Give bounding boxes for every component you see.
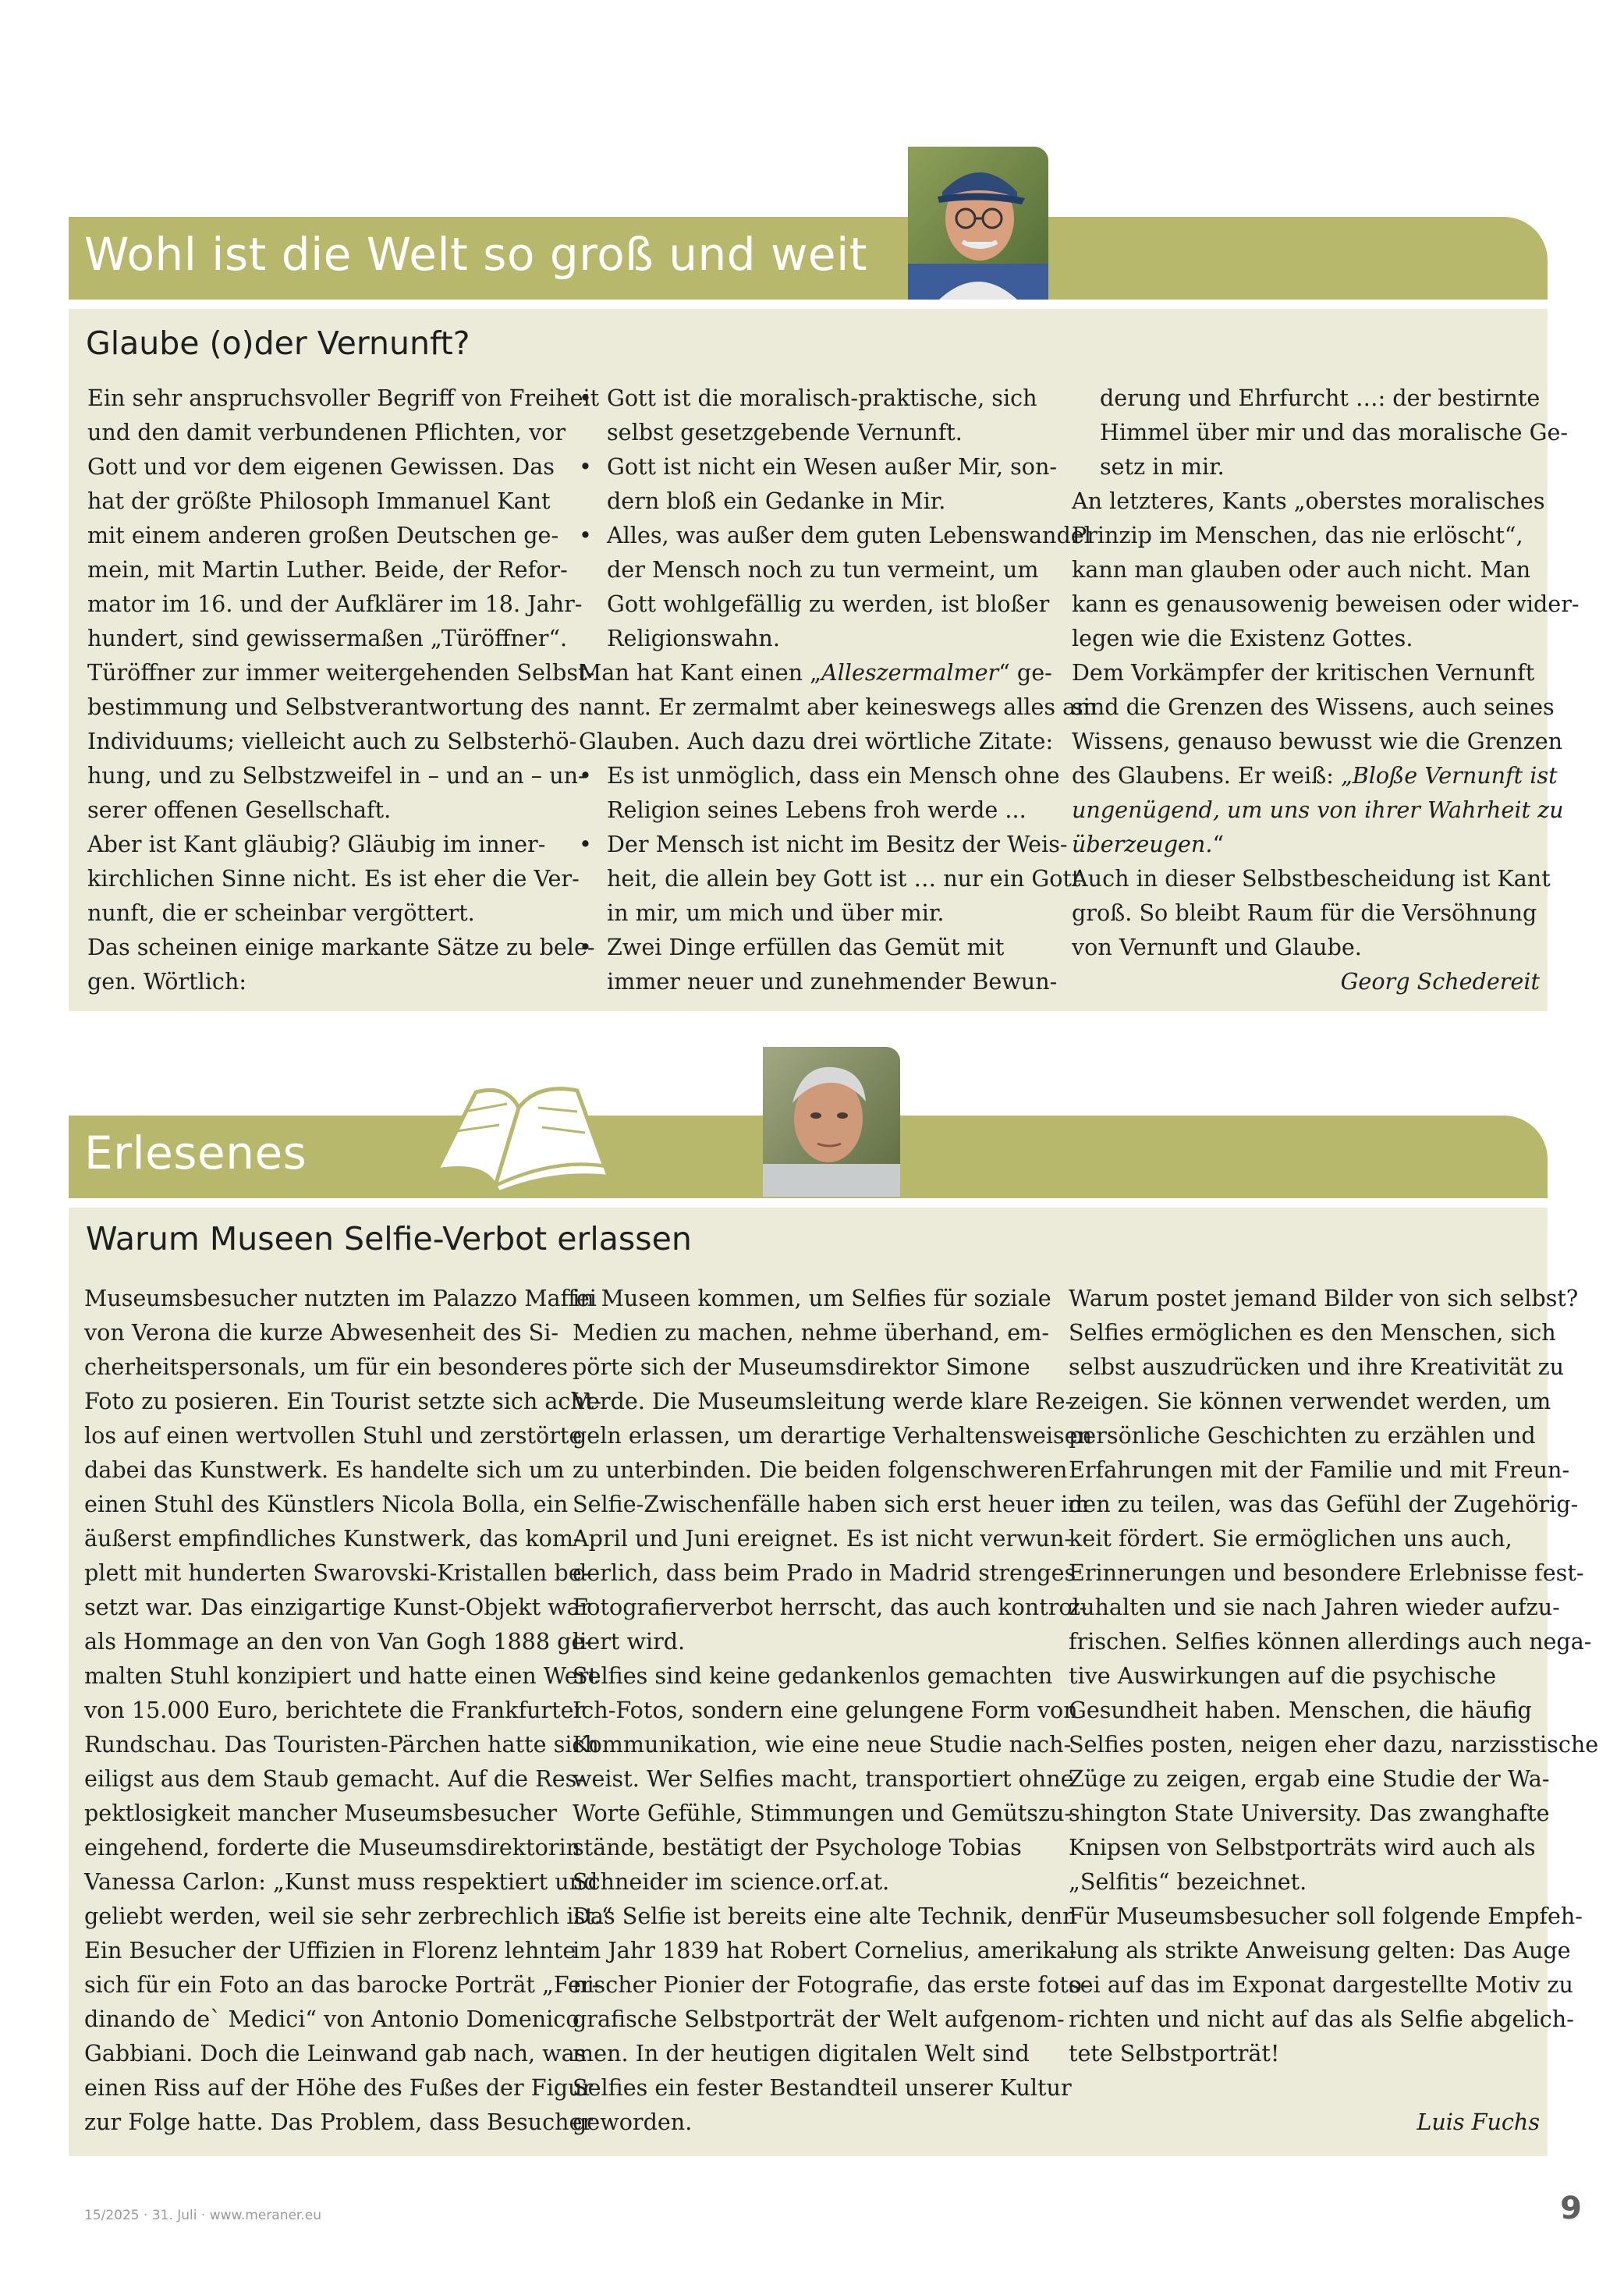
text-line (1072, 793, 1564, 827)
text-line (1072, 758, 1558, 793)
text-line: legen wie die Existenz Gottes. (1072, 625, 1413, 651)
text-line: Medien zu machen, nehme überhand, em- (573, 1319, 1049, 1346)
text-line: setz in mir. (1100, 453, 1225, 480)
text-line: kann es genausowenig beweisen oder wider- (1072, 591, 1580, 617)
text-run: “ ge- (998, 659, 1052, 686)
text-line: setzt war. Das einzigartige Kunst-Objekt war (84, 1594, 591, 1620)
text-line: Auch in dieser Selbstbescheidung ist Kant (1072, 865, 1551, 892)
text-line: dabei das Kunstwerk. Es handelte sich um (84, 1456, 565, 1483)
text-line: äußerst empfindliches Kunstwerk, das kom- (84, 1525, 581, 1552)
text-line: lung als strikte Anweisung gelten: Das Auge (1069, 1937, 1571, 1964)
text-line: frischen. Selfies können allerdings auch nega- (1069, 1628, 1592, 1655)
text-line: shington State University. Das zwanghafte (1069, 1800, 1550, 1826)
text-line: einen Stuhl des Künstlers Nicola Bolla, ein (84, 1491, 569, 1517)
quote-list (579, 381, 1097, 655)
emphasis: überzeugen. (1072, 831, 1213, 857)
text-line: Museumsbesucher nutzten im Palazzo Maffei (84, 1285, 597, 1311)
text-line: • Der Mensch ist nicht im Besitz der Weis- (607, 831, 1068, 857)
text-line: Selfies ermöglichen es den Menschen, sich (1069, 1319, 1556, 1346)
text-line: Religionswahn. (607, 625, 780, 651)
article-subtitle: Warum Museen Selfie-Verbot erlassen (86, 1220, 692, 1258)
text-line: Für Museumsbesucher soll folgende Empfeh- (1069, 1903, 1583, 1929)
text-line: Ein Besucher der Uffizien in Florenz lehnte (84, 1937, 576, 1964)
text-line: eiligst aus dem Staub gemacht. Auf die Res- (84, 1765, 584, 1792)
text-line: Ein sehr anspruchsvoller Begriff von Freiheit (87, 385, 600, 411)
text-line: Verde. Die Museumsleitung werde klare Re- (573, 1388, 1073, 1414)
text-line: der Mensch noch zu tun vermeint, um (607, 556, 1039, 583)
quote-list (579, 758, 1097, 999)
text-line: Züge zu zeigen, ergab eine Studie der Wa- (1069, 1765, 1550, 1792)
text-line: gen. Wörtlich: (87, 968, 246, 995)
text-line: Warum postet jemand Bilder von sich selbst? (1069, 1285, 1579, 1311)
text-line: richten und nicht auf das als Selfie abgelich- (1069, 2006, 1574, 2032)
article-column-3 (1072, 381, 1580, 999)
text-line: selbst auszudrücken und ihre Kreativität zu (1069, 1353, 1565, 1380)
text-line: von Verona die kurze Abwesenheit des Si- (84, 1319, 559, 1346)
text-line: selbst gesetzgebende Vernunft. (607, 419, 963, 445)
text-line: geworden. (573, 2109, 693, 2135)
text-line: Wissens, genauso bewusst wie die Grenzen (1072, 728, 1563, 754)
text-line: geliebt werden, weil sie sehr zerbrechlich ist.“ (84, 1903, 613, 1929)
text-line: heit, die allein bey Gott ist … nur ein Gott (607, 865, 1081, 892)
quote-item (579, 930, 1097, 999)
page-number: 9 (1560, 2191, 1582, 2226)
text-line: Selfies posten, neigen eher dazu, narzisstische (1069, 1731, 1599, 1758)
text-line: zu unterbinden. Die beiden folgenschweren (573, 1456, 1068, 1483)
text-line: plett mit hunderten Swarovski-Kristallen be- (84, 1559, 590, 1586)
text-line: Glauben. Auch dazu drei wörtliche Zitate: (579, 728, 1054, 754)
text-line: liert wird. (573, 1628, 686, 1655)
article-column-2 (573, 1281, 1092, 2139)
text-line: dinando de` Medici“ von Antonio Domenico (84, 2006, 580, 2032)
quote-item (579, 381, 1097, 449)
text-line: zeigen. Sie können verwendet werden, um (1069, 1388, 1551, 1414)
emphasis: Alleszermalmer (821, 659, 999, 686)
text-line: Individuums; vielleicht auch zu Selbsterhö- (87, 728, 577, 754)
author-signature: Georg Schedereit (1340, 968, 1540, 995)
text-line: Gott wohlgefällig zu werden, ist bloßer (607, 591, 1050, 617)
text-line: den zu teilen, was das Gefühl der Zugehörig- (1069, 1491, 1579, 1517)
text-line (579, 655, 1097, 690)
text-line: Das Selfie ist bereits eine alte Technik, denn (573, 1903, 1077, 1929)
text-line: mein, mit Martin Luther. Beide, der Refor- (87, 556, 568, 583)
text-line: Selfie-Zwischenfälle haben sich erst heuer im (573, 1491, 1090, 1517)
text-line: sich für ein Foto an das barocke Porträt „Fer- (84, 1971, 600, 1998)
text-line: Das scheinen einige markante Sätze zu bele- (87, 934, 595, 960)
text-line: und den damit verbundenen Pflichten, vor (87, 419, 566, 445)
section-title: Wohl ist die Welt so groß und weit (84, 228, 867, 281)
text-line: stände, bestätigt der Psychologe Tobias (573, 1834, 1022, 1861)
text-run: des Glaubens. Er weiß: (1072, 762, 1341, 789)
text-line: zur Folge hatte. Das Problem, dass Besucher (84, 2109, 594, 2135)
section-bar-kant (69, 217, 1548, 300)
author-photo-fuchs (763, 1047, 900, 1197)
article-column-2 (579, 381, 1097, 999)
text-line: cherheitspersonals, um für ein besonderes (84, 1353, 568, 1380)
text-line: bestimmung und Selbstverantwortung des (87, 694, 570, 720)
article-subtitle: Glaube (o)der Vernunft? (86, 325, 470, 362)
text-line: grafische Selbstporträt der Welt aufgenom- (573, 2006, 1065, 2032)
text-line: hung, und zu Selbstzweifel in – und an – un- (87, 762, 586, 789)
author-photo-schedereit (908, 147, 1048, 300)
text-line: als Hommage an den von Van Gogh 1888 ge- (84, 1628, 593, 1655)
text-line: Rundschau. Das Touristen-Pärchen hatte sich (84, 1731, 599, 1758)
text-line: von 15.000 Euro, berichtete die Frankfurter (84, 1697, 585, 1723)
text-line: zuhalten und sie nach Jahren wieder aufzu- (1069, 1594, 1560, 1620)
text-line: tive Auswirkungen auf die psychische (1069, 1662, 1497, 1689)
text-line: Himmel über mir und das moralische Ge- (1100, 419, 1569, 445)
text-line: kirchlichen Sinne nicht. Es ist eher die Ver- (87, 865, 580, 892)
text-line: „Selfitis“ bezeichnet. (1069, 1868, 1307, 1895)
text-line: pektlosigkeit mancher Museumsbesucher (84, 1800, 558, 1826)
text-line: Gabbiani. Doch die Leinwand gab nach, was (84, 2040, 587, 2066)
text-run: “ (1212, 831, 1225, 857)
text-line: Ich-Fotos, sondern eine gelungene Form von (573, 1697, 1078, 1723)
text-line: Dem Vorkämpfer der kritischen Vernunft (1072, 659, 1535, 686)
article-column-1 (87, 381, 599, 999)
quote-item (579, 758, 1097, 827)
text-line: Religion seines Lebens froh werde ... (607, 796, 1027, 823)
text-line: tete Selbstporträt! (1069, 2040, 1280, 2066)
text-line: im Jahr 1839 hat Robert Cornelius, amerika- (573, 1937, 1077, 1964)
text-line: los auf einen wertvollen Stuhl und zerstörte (84, 1422, 583, 1449)
text-line: Schneider im science.orf.at. (573, 1868, 890, 1895)
text-line: • Gott ist die moralisch-praktische, sich (607, 385, 1037, 411)
text-line: eingehend, forderte die Museumsdirektorin (84, 1834, 581, 1861)
text-line: men. In der heutigen digitalen Welt sind (573, 2040, 1030, 2066)
article-panel-selfie (69, 1208, 1599, 2156)
issue-footer: 15/2025 · 31. Juli · www.meraner.eu (84, 2208, 321, 2223)
text-line: Kommunikation, wie eine neue Studie nach- (573, 1731, 1072, 1758)
text-line: mit einem anderen großen Deutschen ge- (87, 522, 559, 548)
open-book-icon (421, 1077, 616, 1194)
text-line: Erfahrungen mit der Familie und mit Freun- (1069, 1456, 1570, 1483)
text-line: • Gott ist nicht ein Wesen außer Mir, son- (607, 453, 1058, 480)
text-line: Aber ist Kant gläubig? Gläubig im inner- (87, 831, 546, 857)
text-line: Fotografierverbot herrscht, das auch kontrol- (573, 1594, 1087, 1620)
text-line: Erinnerungen und besondere Erlebnisse fest- (1069, 1559, 1584, 1586)
text-line: Vanessa Carlon: „Kunst muss respektiert und (84, 1868, 598, 1895)
text-line (1072, 827, 1540, 861)
text-line: Türöffner zur immer weitergehenden Selbst- (87, 659, 595, 686)
text-line: groß. So bleibt Raum für die Versöhnung (1072, 899, 1537, 926)
text-line: Knipsen von Selbstporträts wird auch als (1069, 1834, 1536, 1861)
text-line: mator im 16. und der Aufklärer im 18. Jahr- (87, 591, 583, 617)
emphasis: „Bloße Vernunft ist (1340, 762, 1558, 789)
text-line: sind die Grenzen des Wissens, auch seines (1072, 694, 1555, 720)
text-line: in Museen kommen, um Selfies für soziale (573, 1285, 1051, 1311)
text-line: nunft, die er scheinbar vergöttert. (87, 899, 475, 926)
text-line: • Zwei Dinge erfüllen das Gemüt mit (607, 934, 1005, 960)
text-line: Selfies ein fester Bestandteil unserer Kultur (573, 2074, 1072, 2101)
quote-item (579, 449, 1097, 518)
text-line: derlich, dass beim Prado in Madrid strenges (573, 1559, 1076, 1586)
quote-item (579, 827, 1097, 930)
text-line: Foto zu posieren. Ein Tourist setzte sich acht- (84, 1388, 601, 1414)
text-line: • Alles, was außer dem guten Lebenswandel (607, 522, 1091, 548)
text-line: Worte Gefühle, Stimmungen und Gemütszu- (573, 1800, 1073, 1826)
text-line: derung und Ehrfurcht …: der bestirnte (1100, 385, 1541, 411)
text-line: sei auf das im Exponat dargestellte Motiv zu (1069, 1971, 1573, 1998)
text-line: Gott und vor dem eigenen Gewissen. Das (87, 453, 555, 480)
quote-item (579, 518, 1097, 655)
text-line: Selfies sind keine gedankenlos gemachten (573, 1662, 1053, 1689)
text-line: April und Juni ereignet. Es ist nicht verwun- (573, 1525, 1073, 1552)
text-line: in mir, um mich und über mir. (607, 899, 945, 926)
text-line: hundert, sind gewissermaßen „Türöffner“. (87, 625, 568, 651)
text-line: hat der größte Philosoph Immanuel Kant (87, 488, 551, 514)
text-line: dern bloß ein Gedanke in Mir. (607, 488, 946, 514)
text-line: Gesundheit haben. Menschen, die häufig (1069, 1697, 1532, 1723)
article-column-1 (84, 1281, 612, 2139)
author-signature: Luis Fuchs (1417, 2109, 1540, 2135)
article-panel-kant (69, 309, 1580, 1011)
text-line: keit fördert. Sie ermöglichen uns auch, (1069, 1525, 1512, 1552)
text-line: Prinzip im Menschen, das nie erlöscht“, (1072, 522, 1523, 548)
article-column-3 (1069, 1281, 1599, 2139)
text-line: von Vernunft und Glaube. (1072, 934, 1362, 960)
text-line: persönliche Geschichten zu erzählen und (1069, 1422, 1536, 1449)
text-line: einen Riss auf der Höhe des Fußes der Figur (84, 2074, 594, 2101)
text-line: • Es ist unmöglich, dass ein Mensch ohne (607, 762, 1060, 789)
text-line: immer neuer und zunehmender Bewun- (607, 968, 1058, 995)
section-title: Erlesenes (84, 1126, 307, 1180)
text-run: Man hat Kant einen „ (579, 659, 821, 686)
text-line: kann man glauben oder auch nicht. Man (1072, 556, 1531, 583)
text-line: weist. Wer Selfies macht, transportiert ohne (573, 1765, 1074, 1792)
text-line: pörte sich der Museumsdirektor Simone (573, 1353, 1030, 1380)
text-line: nischer Pionier der Fotografie, das erste foto- (573, 1971, 1090, 1998)
text-line: geln erlassen, um derartige Verhaltensweisen (573, 1422, 1092, 1449)
text-line: nannt. Er zermalmt aber keineswegs alles am (579, 694, 1097, 720)
text-line: serer offenen Gesellschaft. (87, 796, 392, 823)
text-line: An letzteres, Kants „oberstes moralisches (1072, 488, 1545, 514)
emphasis: ungenügend, um uns von ihrer Wahrheit zu (1072, 796, 1564, 823)
text-line: malten Stuhl konzipiert und hatte einen Wert (84, 1662, 597, 1689)
